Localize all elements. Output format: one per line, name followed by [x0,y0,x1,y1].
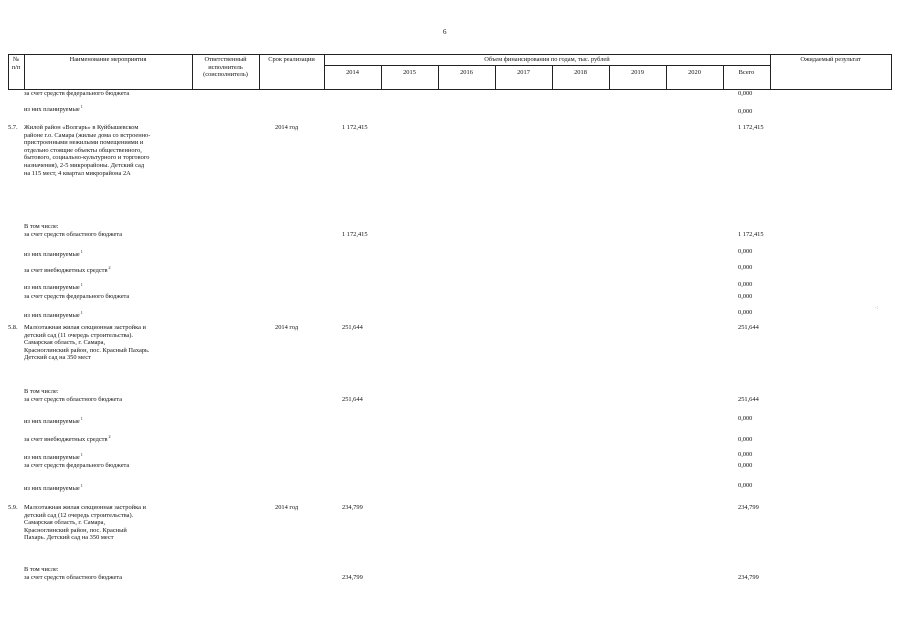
row-value-total: 0,000 [738,248,753,255]
row-value-total: 251,644 [738,324,759,331]
row-name: В том числе: за счет средств областного бюджета [24,566,123,581]
row-value-2014: 1 172,415 [342,124,368,131]
header-col-name: Наименование мероприятия [69,56,147,63]
header-top-rule [8,54,892,55]
row-value-total: 1 172,415 [738,124,764,131]
row-value-2014: 1 172,415 [342,230,368,238]
row-value-total: 0,000 [738,482,753,489]
row-name: из них планируемые $^1$ [24,310,83,319]
row-value-total: 0,000 [738,451,753,458]
header-col-total: Всего [738,69,755,76]
row-value-total: 0,000 [738,293,753,300]
row-name: из них планируемые $^1$ [24,483,83,492]
footnote-marker: 1 [79,416,83,421]
row-number: 5.8. [8,324,18,331]
header-col-funding: Объем финансирования по годам, тыс. рублей [484,56,610,63]
header-year-2018: 2018 [574,69,587,76]
header-col-responsible: Ответственный исполнитель (соисполнитель) [203,56,248,79]
row-name: из них планируемые $^1$ [24,104,83,113]
row-name: из них планируемые $^1$ [24,249,83,258]
row-value-total: 234,799 [738,504,759,511]
row-value-2014: 251,644 [342,395,363,403]
footnote-marker: 1 [79,452,83,457]
scan-artifact: ·: [875,306,879,311]
footnote-marker: 1 [79,310,83,315]
row-number: 5.9. [8,504,18,511]
row-value-2014: 234,799 [342,504,363,511]
row-value-total: 0,000 [738,415,753,422]
row-name: за счет средств федерального бюджета [24,90,130,97]
row-value-total: 0,000 [738,436,753,443]
footnote-marker: 1 [79,483,83,488]
footnote-marker: 2 [107,265,111,270]
row-name: из них планируемые $^1$ [24,416,83,425]
row-term: 2014 год [275,324,299,331]
row-value-total: 0,000 [738,462,753,469]
row-value-total: 1 172,415 [738,230,764,238]
row-name: за счет внебюджетных средств $^2$ [24,434,111,443]
header-year-2019: 2019 [631,69,644,76]
funding-subheader-rule [324,65,770,66]
row-value-total: 0,000 [738,90,753,97]
footnote-marker: 1 [79,249,83,254]
row-name: В том числе: за счет средств областного бюджета [24,388,123,403]
header-col-term: Срок реализации [268,56,315,63]
row-name: Жилой район «Волгарь» в Куйбышевском районе г.о. Самара (жилые дома со встроенно- пристроенными нежилыми помещениями и отдельно стоящие объекты общественного, бытового, социально-культурного и торгового назначения), 2-5 микрорайоны. Детский сад на 115 мест, 4 квартал микрорайона 2А [24,124,151,177]
row-name: за счет средств федерального бюджета [24,462,130,469]
footnote-marker: 2 [107,434,111,439]
header-year-2015: 2015 [403,69,416,76]
row-value-total: 0,000 [738,281,753,288]
row-term: 2014 год [275,504,299,511]
row-value-total: 251,644 [738,395,759,403]
row-name: за счет средств федерального бюджета [24,293,130,300]
row-value-total: 234,799 [738,573,759,581]
row-value-2014: 234,799 [342,573,363,581]
row-term: 2014 год [275,124,299,131]
col-divider [891,54,892,90]
table-header [8,54,892,90]
row-value-total: 0,000 [738,309,753,316]
footnote-marker: 1 [79,104,83,109]
row-number: 5.7. [8,124,18,131]
row-value-total: 0,000 [738,264,753,271]
page-number: 6 [443,28,447,36]
header-year-2020: 2020 [688,69,701,76]
row-name: из них планируемые $^1$ [24,282,83,291]
row-value-2014: 251,644 [342,324,363,331]
row-name: Малоэтажная жилая секционная застройка и детский сад (11 очередь строительства). Самарская область, г. Самара, Красноглинский район, пос. Красный Пахарь. Детский сад на 350 мест [24,324,150,362]
header-year-2014: 2014 [346,69,359,76]
header-year-2017: 2017 [517,69,530,76]
header-bottom-rule [8,89,892,90]
row-name: за счет внебюджетных средств $^2$ [24,265,111,274]
header-col-result: Ожидаемый результат [800,56,861,63]
footnote-marker: 1 [79,282,83,287]
row-name: из них планируемые $^1$ [24,452,83,461]
row-name: Малоэтажная жилая секционная застройка и детский сад (12 очередь строительства). Самарская область, г. Самара, Красноглинский район, пос. Красный Пахарь. Детский сад на 350 мест [24,504,146,542]
row-name: В том числе: за счет средств областного бюджета [24,223,123,238]
header-col-num: № п/п [11,56,21,71]
row-value-total: 0,000 [738,108,753,115]
header-year-2016: 2016 [460,69,473,76]
